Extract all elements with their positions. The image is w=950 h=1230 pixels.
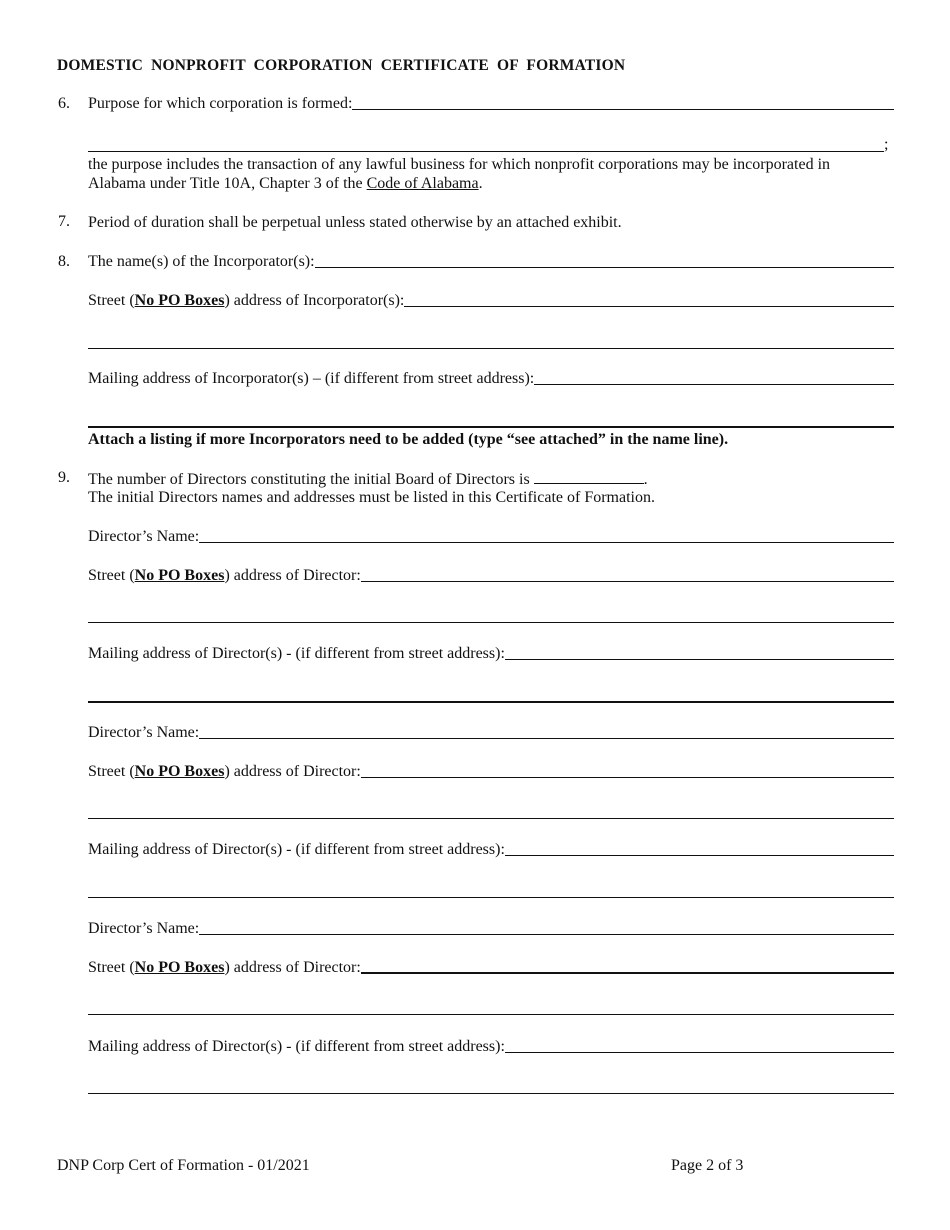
incorporator-street-field-line-2[interactable] (88, 348, 894, 349)
incorporator-mailing-label: Mailing address of Incorporator(s) – (if different from street address): (88, 370, 535, 387)
street-label-post: ) address of Director: (224, 567, 361, 584)
director-3-mailing-row (88, 1038, 894, 1056)
no-po-boxes: No PO Boxes (134, 567, 225, 584)
director-street-label (88, 959, 361, 977)
purpose-semicolon: ; (884, 136, 889, 153)
director-2-mailing-field-line-2[interactable] (88, 897, 894, 898)
directors-count-period: . (643, 471, 648, 488)
director-3-street-field[interactable] (361, 972, 894, 974)
item-8-number: 8. (58, 253, 70, 270)
director-2-mailing-field[interactable] (505, 855, 894, 856)
purpose-field[interactable] (352, 109, 894, 110)
purpose-description-end: . (478, 175, 483, 192)
purpose-label: Purpose for which corporation is formed: (88, 95, 353, 112)
director-2-street-field[interactable] (361, 777, 894, 778)
director-1-mailing-field[interactable] (505, 659, 894, 660)
director-1-mailing-row (88, 645, 894, 663)
director-3-mailing-field-line-2[interactable] (88, 1093, 894, 1094)
no-po-boxes: No PO Boxes (134, 763, 225, 780)
director-2-street-field-line-2[interactable] (88, 818, 894, 819)
street-label-pre: Street ( (88, 567, 135, 584)
director-1-name-field[interactable] (199, 542, 894, 543)
director-3-mailing-field[interactable] (505, 1052, 894, 1053)
purpose-description (88, 155, 878, 193)
director-2-name-row (88, 724, 894, 742)
director-1-mailing-field-line-2[interactable] (88, 701, 894, 703)
street-label-pre: Street ( (88, 959, 135, 976)
incorporator-name-label: The name(s) of the Incorporator(s): (88, 253, 315, 270)
director-name-label: Director’s Name: (88, 528, 200, 545)
duration-text: Period of duration shall be perpetual unless stated otherwise by an attached exhibit. (88, 214, 622, 231)
attach-listing-note: Attach a listing if more Incorporators need to be added (type “see attached” in the name line). (88, 431, 729, 448)
directors-count-field[interactable] (534, 469, 644, 484)
directors-count-label: The number of Directors constituting the initial Board of Directors is (88, 471, 530, 488)
item-6-number: 6. (58, 95, 70, 112)
director-1-street-row (88, 567, 894, 585)
incorporator-street-label (88, 292, 404, 310)
director-mailing-label: Mailing address of Director(s) - (if different from street address): (88, 1038, 505, 1055)
directors-count-text (88, 469, 648, 489)
purpose-row (88, 95, 894, 113)
item-9-number: 9. (58, 469, 70, 486)
incorporator-mailing-row (88, 370, 894, 388)
purpose-field-line-2[interactable] (88, 151, 884, 152)
street-label-pre: Street ( (88, 292, 135, 309)
incorporator-street-row (88, 292, 894, 310)
incorporator-name-field[interactable] (315, 267, 894, 268)
director-1-street-field-line-2[interactable] (88, 622, 894, 623)
director-2-street-row (88, 763, 894, 781)
director-2-name-field[interactable] (199, 738, 894, 739)
street-label-post: ) address of Director: (224, 763, 361, 780)
director-2-mailing-row (88, 841, 894, 859)
incorporator-street-field[interactable] (404, 306, 894, 307)
director-name-label: Director’s Name: (88, 724, 200, 741)
directors-listing-note: The initial Directors names and addresses must be listed in this Certificate of Formation. (88, 489, 655, 506)
director-3-street-row (88, 959, 894, 977)
incorporator-name-row (88, 253, 894, 271)
director-1-street-field[interactable] (361, 581, 894, 582)
director-3-name-row (88, 920, 894, 938)
purpose-description-text: the purpose includes the transaction of any lawful business for which nonprofit corporations may be incorporated in Alabama under Title 10A, Chapter 3 of the (88, 156, 831, 192)
director-1-name-row (88, 528, 894, 546)
page-title: DOMESTIC NONPROFIT CORPORATION CERTIFICATE OF FORMATION (57, 57, 626, 74)
footer-form-id: DNP Corp Cert of Formation - 01/2021 (57, 1157, 310, 1174)
item-7-number: 7. (58, 213, 70, 230)
incorporator-mailing-field[interactable] (534, 384, 894, 385)
street-label-pre: Street ( (88, 763, 135, 780)
director-3-name-field[interactable] (199, 934, 894, 935)
street-label-post: ) address of Incorporator(s): (224, 292, 405, 309)
no-po-boxes: No PO Boxes (134, 292, 225, 309)
incorporator-mailing-field-line-2[interactable] (88, 426, 894, 428)
street-label-post: ) address of Director: (224, 959, 361, 976)
director-name-label: Director’s Name: (88, 920, 200, 937)
code-of-alabama-ref: Code of Alabama (366, 175, 479, 192)
no-po-boxes: No PO Boxes (134, 959, 225, 976)
director-mailing-label: Mailing address of Director(s) - (if different from street address): (88, 841, 505, 858)
director-street-label (88, 763, 361, 781)
director-3-street-field-line-2[interactable] (88, 1014, 894, 1015)
director-street-label (88, 567, 361, 585)
director-mailing-label: Mailing address of Director(s) - (if different from street address): (88, 645, 505, 662)
footer-page-number: Page 2 of 3 (671, 1157, 744, 1174)
